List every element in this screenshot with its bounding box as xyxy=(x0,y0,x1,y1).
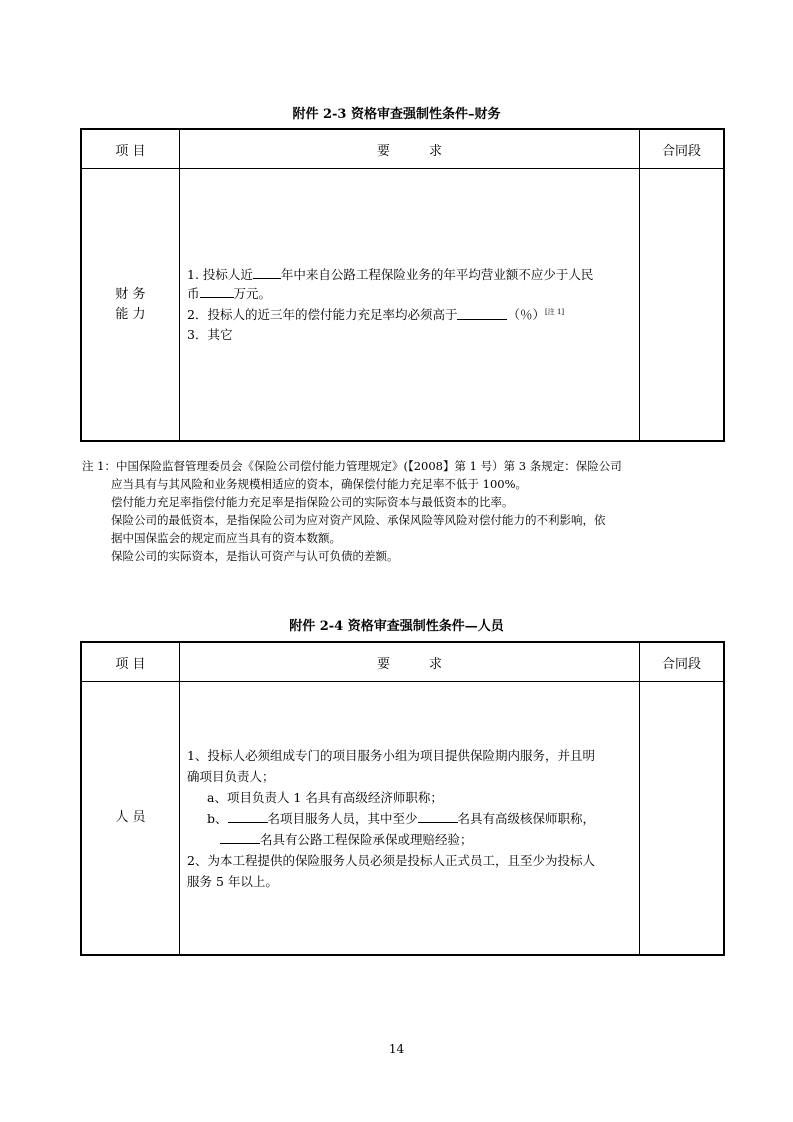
req-line-6: 2、为本工程提供的保险服务人员必须是投标人正式员工，且至少为投标人 xyxy=(187,852,595,868)
req-line-2: 确项目负责人； xyxy=(187,768,275,784)
row-label-line1: 财 务 xyxy=(115,286,146,302)
footnote-ref: [注 1] xyxy=(544,308,565,317)
row-label-cell xyxy=(81,169,180,442)
header-requirement: 要 求 xyxy=(180,642,640,682)
header-item: 项 目 xyxy=(81,642,180,682)
note-line: 偿付能力充足率指偿付能力充足率是指保险公司的实际资本与最低资本的比率。 xyxy=(111,495,514,509)
req-text: 年中来自公路工程保险业务的年平均营业额不应少于人民 xyxy=(280,267,594,283)
fill-blank xyxy=(200,285,234,298)
req-line-4: 3．其它 xyxy=(187,326,233,342)
note-line: 应当具有与其风险和业务规模相适应的资本，确保偿付能力充足率不低于 100%。 xyxy=(111,477,528,491)
req-line-3 xyxy=(187,303,632,324)
req-text: 名具有公路工程保险承保或理赔经验； xyxy=(260,831,473,847)
table-header-row xyxy=(81,129,724,169)
table-row xyxy=(81,682,724,956)
section-a-title: 附件 2-3 资格审查强制性条件–财务 xyxy=(292,107,501,122)
req-text: 币 xyxy=(187,286,200,302)
section-b-title: 附件 2-4 资格审查强制性条件—人员 xyxy=(289,619,504,634)
table-header-row xyxy=(81,642,724,682)
note-line: 保险公司的实际资本，是指认可资产与认可负债的差额。 xyxy=(111,549,399,563)
req-line-7: 服务 5 年以上。 xyxy=(187,873,278,889)
req-line-4 xyxy=(187,808,632,829)
req-text: 2．投标人的近三年的偿付能力充足率均必须高于 xyxy=(187,307,458,323)
fill-blank xyxy=(228,810,268,823)
fill-blank xyxy=(418,810,458,823)
req-line-1 xyxy=(187,265,632,284)
contract-cell xyxy=(640,682,725,956)
note-line: 注 1：中国保险监督管理委员会《保险公司偿付能力管理规定》(【2008】第 1 号）第 3 条规定：保险公司 xyxy=(82,459,622,473)
requirement-cell xyxy=(180,682,640,956)
req-text: 名项目服务人员，其中至少 xyxy=(267,810,418,826)
req-text: （％） xyxy=(507,307,545,323)
header-item: 项 目 xyxy=(81,129,180,169)
req-line-3: a、项目负责人 1 名具有高级经济师职称； xyxy=(207,789,443,805)
page-number: 14 xyxy=(388,1042,405,1056)
req-text: 1. 投标人近 xyxy=(187,267,253,283)
row-label-cell: 人 员 xyxy=(81,682,180,956)
note-line: 据中国保监会的规定而应当具有的资本数额。 xyxy=(111,531,341,545)
table-row xyxy=(81,169,724,442)
header-contract: 合同段 xyxy=(640,642,725,682)
financial-requirements-table xyxy=(80,128,725,442)
fill-blank xyxy=(220,831,260,844)
contract-cell xyxy=(640,169,725,442)
personnel-requirements-table xyxy=(80,641,725,956)
req-text: b、 xyxy=(207,810,228,826)
header-requirement: 要 求 xyxy=(180,129,640,169)
req-text: 万元。 xyxy=(233,286,272,302)
req-line-5 xyxy=(187,829,632,850)
fill-blank xyxy=(253,266,281,279)
note-line: 保险公司的最低资本，是指保险公司为应对资产风险、承保风险等风险对偿付能力的不利影响，依 xyxy=(111,513,606,527)
req-line-1: 1、投标人必须组成专门的项目服务小组为项目提供保险期内服务，并且明 xyxy=(187,747,595,763)
req-line-2 xyxy=(187,284,632,303)
req-text: 名具有高级核保师职称， xyxy=(457,810,596,826)
header-contract: 合同段 xyxy=(640,129,725,169)
fill-blank xyxy=(457,307,507,320)
requirement-cell xyxy=(180,169,640,442)
row-label-line2: 能 力 xyxy=(115,306,146,322)
footnote-block xyxy=(82,457,732,565)
